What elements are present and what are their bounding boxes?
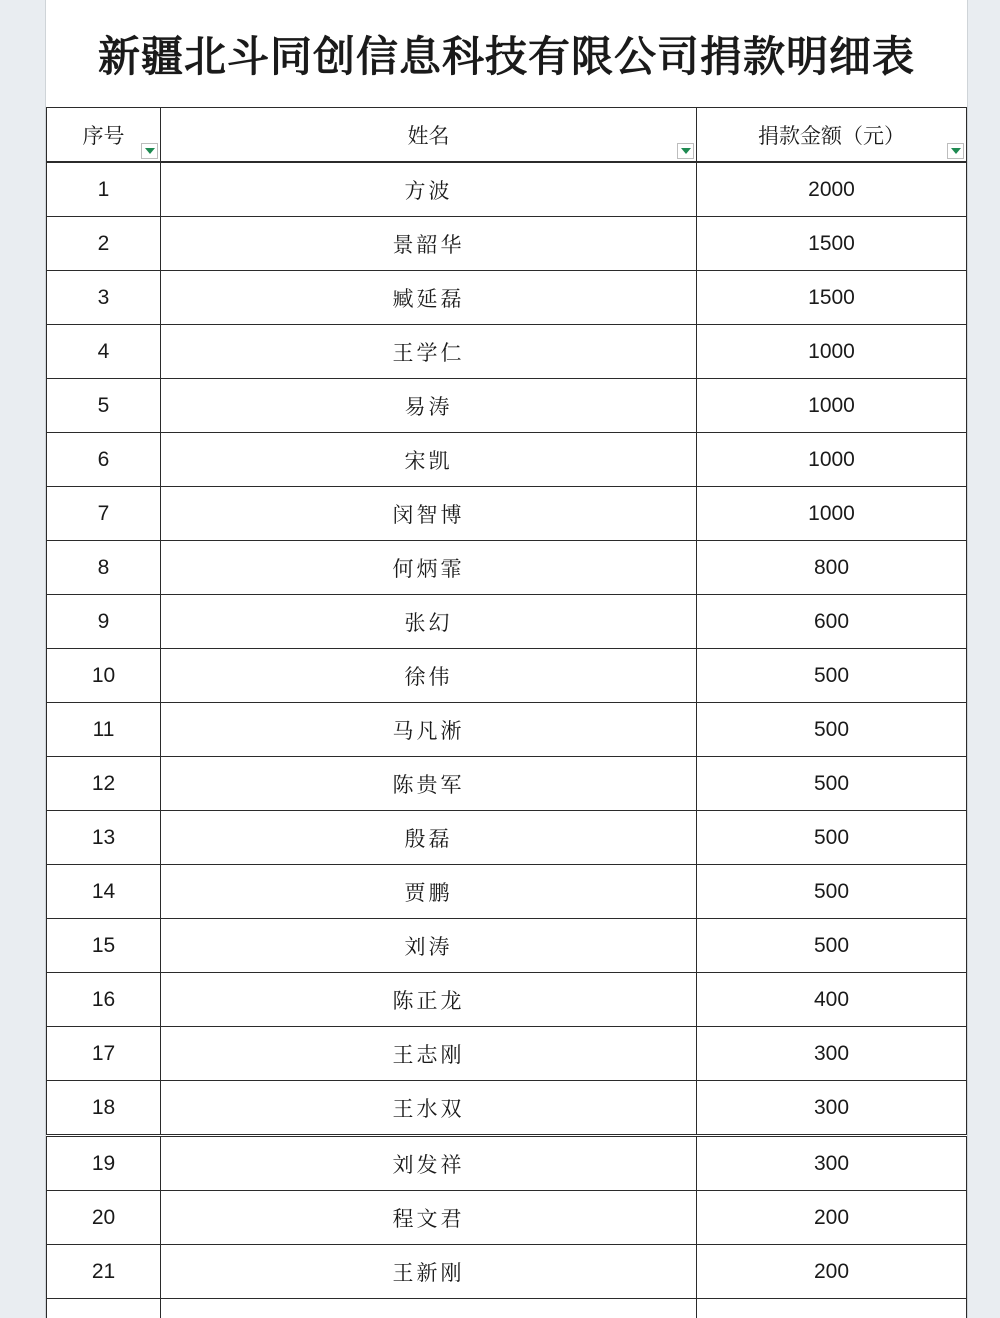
- cell-amount[interactable]: 500: [697, 649, 967, 703]
- cell-name[interactable]: 贾鹏: [161, 865, 697, 919]
- cell-amount[interactable]: 1000: [697, 487, 967, 541]
- cell-seq[interactable]: 19: [47, 1136, 161, 1191]
- cell-name[interactable]: 王志刚: [161, 1027, 697, 1081]
- cell-seq[interactable]: 2: [47, 217, 161, 271]
- cell-name[interactable]: 闵智博: [161, 487, 697, 541]
- table-row: [47, 703, 967, 757]
- cell-seq[interactable]: 14: [47, 865, 161, 919]
- cell-seq[interactable]: 18: [47, 1081, 161, 1136]
- cell-amount[interactable]: 800: [697, 541, 967, 595]
- cell-seq[interactable]: 11: [47, 703, 161, 757]
- cell-name[interactable]: 易涛: [161, 379, 697, 433]
- cell-amount[interactable]: 500: [697, 865, 967, 919]
- filter-dropdown-icon[interactable]: [947, 143, 964, 159]
- cell-amount[interactable]: 400: [697, 973, 967, 1027]
- cell-seq[interactable]: 12: [47, 757, 161, 811]
- column-header-seq: [47, 108, 161, 163]
- column-header-name: [161, 108, 697, 163]
- cell-amount[interactable]: 300: [697, 1136, 967, 1191]
- cell-seq[interactable]: 17: [47, 1027, 161, 1081]
- cell-name[interactable]: 陈贵军: [161, 757, 697, 811]
- table-row: [47, 1136, 967, 1191]
- cell-amount[interactable]: 500: [697, 919, 967, 973]
- table-row: [47, 271, 967, 325]
- cell-amount[interactable]: 300: [697, 1081, 967, 1136]
- cell-name[interactable]: 程文君: [161, 1191, 697, 1245]
- cell-name[interactable]: 刘发祥: [161, 1136, 697, 1191]
- cell-amount[interactable]: 200: [697, 1191, 967, 1245]
- cell-seq[interactable]: 5: [47, 379, 161, 433]
- cell-seq[interactable]: 16: [47, 973, 161, 1027]
- table-row: [47, 649, 967, 703]
- table-row: [47, 541, 967, 595]
- table-row: [47, 325, 967, 379]
- table-row: [47, 757, 967, 811]
- table-row: [47, 1191, 967, 1245]
- cell-name[interactable]: 王水双: [161, 1081, 697, 1136]
- cell-name[interactable]: 张幻: [161, 595, 697, 649]
- cell-seq[interactable]: 7: [47, 487, 161, 541]
- filter-dropdown-icon[interactable]: [677, 143, 694, 159]
- cell-amount[interactable]: 200: [697, 1245, 967, 1299]
- cell-name[interactable]: 王新刚: [161, 1245, 697, 1299]
- column-header-amount-label: 捐款金额（元）: [758, 123, 905, 148]
- table-row: [47, 217, 967, 271]
- column-header-seq-label: 序号: [82, 123, 125, 148]
- cell-name[interactable]: 殷磊: [161, 811, 697, 865]
- cell-name[interactable]: 王学仁: [161, 325, 697, 379]
- table-row: [47, 433, 967, 487]
- cell-amount[interactable]: 300: [697, 1027, 967, 1081]
- column-header-amount: [697, 108, 967, 163]
- table-row: [47, 811, 967, 865]
- cell-seq[interactable]: 20: [47, 1191, 161, 1245]
- cell-name[interactable]: 臧延磊: [161, 271, 697, 325]
- cell-amount[interactable]: 500: [697, 811, 967, 865]
- cell-name[interactable]: 方波: [161, 162, 697, 217]
- cell-amount[interactable]: 1000: [697, 325, 967, 379]
- table-row: [47, 865, 967, 919]
- cell-name[interactable]: 徐伟: [161, 649, 697, 703]
- page-title: 新疆北斗同创信息科技有限公司捐款明细表: [97, 31, 915, 81]
- cell-seq[interactable]: 9: [47, 595, 161, 649]
- cell-amount[interactable]: 500: [697, 757, 967, 811]
- cell-amount[interactable]: 2000: [697, 162, 967, 217]
- column-header-name-label: 姓名: [407, 123, 450, 148]
- cell-seq[interactable]: 13: [47, 811, 161, 865]
- header-row: [47, 108, 967, 163]
- table-row: [47, 1081, 967, 1136]
- cell-amount[interactable]: 1500: [697, 271, 967, 325]
- cell-seq[interactable]: 21: [47, 1245, 161, 1299]
- table-body: [47, 162, 967, 1318]
- table-row: [47, 1299, 967, 1318]
- cell-seq[interactable]: 8: [47, 541, 161, 595]
- cell-amount[interactable]: 600: [697, 595, 967, 649]
- filter-dropdown-icon[interactable]: [141, 143, 158, 159]
- cell-seq[interactable]: 6: [47, 433, 161, 487]
- cell-name[interactable]: 刘涛: [161, 919, 697, 973]
- table-row: [47, 919, 967, 973]
- cell-name[interactable]: [161, 1299, 697, 1318]
- cell-name[interactable]: 马凡淅: [161, 703, 697, 757]
- spreadsheet-page: [45, 0, 968, 1318]
- cell-amount[interactable]: 500: [697, 703, 967, 757]
- table-row: [47, 1245, 967, 1299]
- table-row: [47, 487, 967, 541]
- table-row: [47, 973, 967, 1027]
- cell-seq[interactable]: 15: [47, 919, 161, 973]
- table-row: [47, 1027, 967, 1081]
- table-row: [47, 162, 967, 217]
- donation-table: [46, 107, 967, 1318]
- cell-name[interactable]: 景韶华: [161, 217, 697, 271]
- cell-name[interactable]: 宋凯: [161, 433, 697, 487]
- table-row: [47, 379, 967, 433]
- cell-seq[interactable]: 10: [47, 649, 161, 703]
- cell-seq[interactable]: 3: [47, 271, 161, 325]
- table-row: [47, 595, 967, 649]
- cell-name[interactable]: 何炳霏: [161, 541, 697, 595]
- cell-amount[interactable]: 1500: [697, 217, 967, 271]
- cell-amount[interactable]: 1000: [697, 379, 967, 433]
- cell-amount[interactable]: 1000: [697, 433, 967, 487]
- cell-amount[interactable]: [697, 1299, 967, 1318]
- cell-seq[interactable]: 4: [47, 325, 161, 379]
- cell-name[interactable]: 陈正龙: [161, 973, 697, 1027]
- cell-seq[interactable]: [47, 1299, 161, 1318]
- cell-seq[interactable]: 1: [47, 162, 161, 217]
